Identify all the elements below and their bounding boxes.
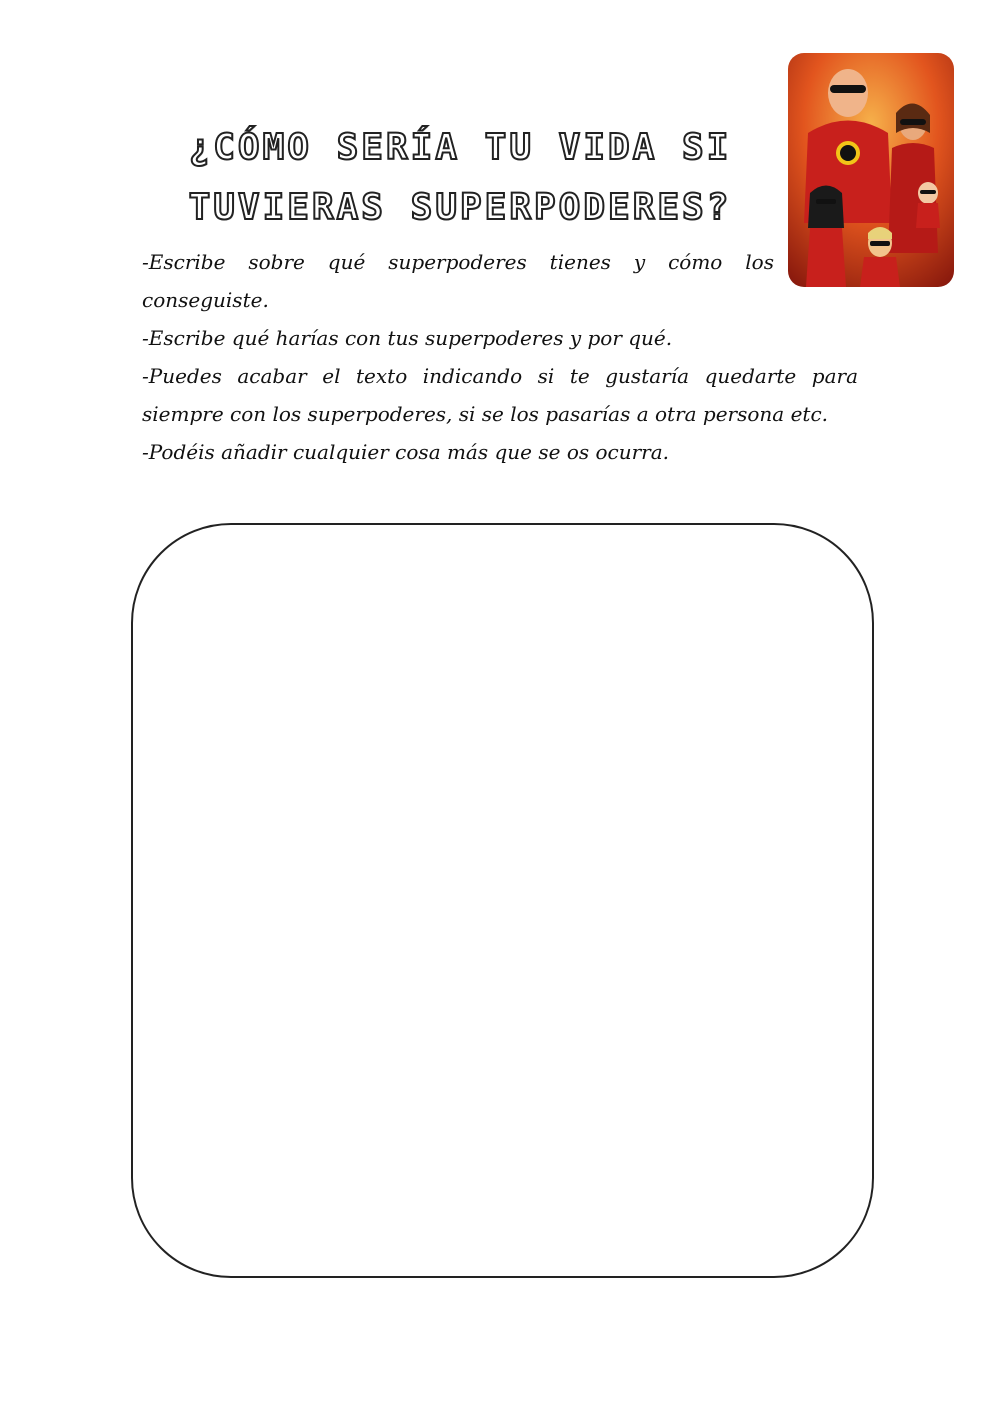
instruction-item: -Escribe sobre qué superpoderes tienes y cómo los conseguiste. xyxy=(142,250,774,312)
instruction-item: -Escribe qué harías con tus superpoderes y por qué. xyxy=(142,326,673,350)
instruction-item: -Puedes acabar el texto indicando si te gustaría quedarte para siempre con los superpoderes, si se los pasarías a otra persona etc. xyxy=(142,364,858,426)
title-line-2: TUVIERAS SUPERPODERES? xyxy=(188,187,732,228)
worksheet-title xyxy=(150,118,770,238)
instructions-list xyxy=(142,243,858,471)
title-line-1: ¿CÓMO SERÍA TU VIDA SI xyxy=(188,127,732,168)
instruction-item: -Podéis añadir cualquier cosa más que se os ocurra. xyxy=(142,440,670,464)
writing-area[interactable] xyxy=(131,523,874,1278)
